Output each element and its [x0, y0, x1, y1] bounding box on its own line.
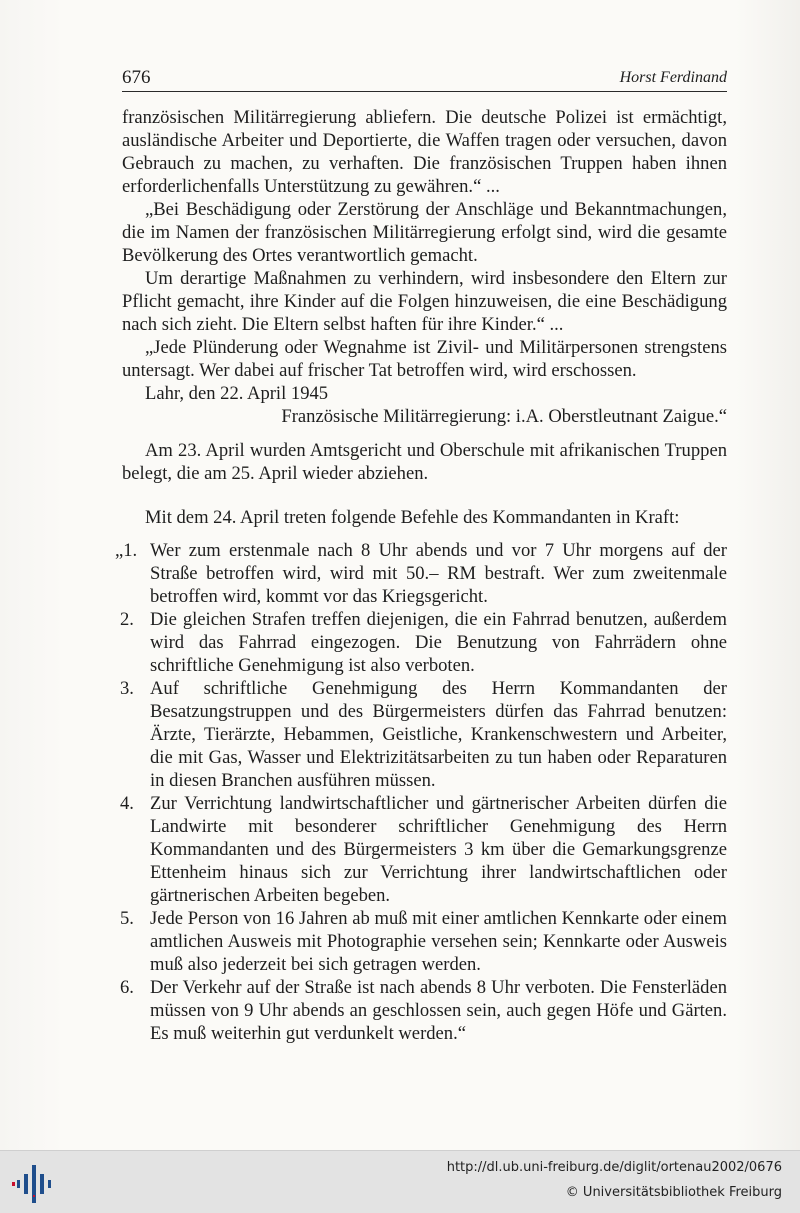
list-item	[122, 677, 727, 792]
paragraph: französischen Militärregierung abliefern. Die deutsche Polizei ist ermächtigt, ausländische Arbeiter und Deportierte, die Waffen tragen oder versuchen, davon Gebrauch zu machen, zu verhaften. Die französischen Truppen haben ihnen erforderlichenfalls Unterstützung zu gewähren.“ ...	[122, 107, 727, 197]
paragraph: „Bei Beschädigung oder Zerstörung der Anschläge und Bekanntmachungen, die im Namen der französischen Militärregierung erfolgt sind, wird die gesamte Bevölkerung des Ortes verantwortlich gemacht.	[122, 199, 727, 266]
list-item	[122, 792, 727, 907]
list-item-text: Der Verkehr auf der Straße ist nach abends 8 Uhr verboten. Die Fensterläden müssen von 9 Uhr abends an geschlossen sein, auch gegen Höfe und Gärten. Es muß weiterhin gut verdunkelt werden.“	[150, 977, 727, 1044]
list-item-number: 3.	[120, 678, 134, 699]
list-item-text: Die gleichen Strafen treffen diejenigen, die ein Fahrrad benutzen, außerdem wird das Fahrrad eingezogen. Die Benutzung von Fahrrädern ohne schriftliche Genehmigung ist also verboten.	[150, 609, 727, 676]
ub-freiburg-logo-icon[interactable]	[12, 1165, 52, 1203]
list-item	[122, 608, 727, 677]
list-item-text: Zur Verrichtung landwirtschaftlicher und gärtnerischer Arbeiten dürfen die Landwirte mit besonderer schriftlicher Genehmigung des Herrn Kommandanten und des Bürgermeisters 3 km über die Gemarkungsgrenze Ettenheim hinaus sich zur Verrichtung ihrer landwirtschaftlichen oder gärtnerischen Arbeiten begeben.	[150, 793, 727, 906]
list-item	[122, 976, 727, 1045]
copyright-notice: © Universitätsbibliothek Freiburg	[565, 1185, 782, 1200]
page-header	[122, 67, 727, 92]
list-item-number: 4.	[120, 793, 134, 814]
running-head: Horst Ferdinand	[619, 69, 727, 86]
orders-list	[115, 539, 727, 1045]
paragraph: Am 23. April wurden Amtsgericht und Oberschule mit afrikanischen Truppen belegt, die am 25. April wieder abziehen.	[122, 440, 727, 484]
permalink-link[interactable]: http://dl.ub.uni-freiburg.de/diglit/ortenau2002/0676	[446, 1160, 782, 1175]
paragraph: „Jede Plünderung oder Wegnahme ist Zivil- und Militärpersonen strengstens untersagt. Wer dabei auf frischer Tat betroffen wird, wird erschossen.	[122, 337, 727, 381]
viewer-footer	[0, 1150, 800, 1213]
paragraph: Um derartige Maßnahmen zu verhindern, wird insbesondere den Eltern zur Pflicht gemacht, ihre Kinder auf die Folgen hinzuweisen, die eine Beschädigung nach sich zieht. Die Eltern selbst haften für ihre Kinder.“ ...	[122, 268, 727, 335]
list-item	[115, 539, 727, 608]
dateline: Lahr, den 22. April 1945	[145, 383, 329, 404]
list-item-number: 2.	[120, 609, 134, 630]
paragraph: Mit dem 24. April treten folgende Befehle des Kommandanten in Kraft:	[145, 507, 680, 528]
body-text	[115, 106, 727, 1045]
list-item-text: Auf schriftliche Genehmigung des Herrn Kommandanten der Besatzungstruppen und des Bürgermeisters dürfen das Fahrrad benutzen: Ärzte, Tierärzte, Hebammen, Geistliche, Krankenschwestern und Arbeiter, die mit Gas, Wasser und Elektrizitätsarbeiten zu tun haben oder Reparaturen in diesen Branchen ausführen müssen.	[150, 678, 727, 791]
list-item	[122, 907, 727, 976]
list-item-text: Wer zum erstenmale nach 8 Uhr abends und vor 7 Uhr morgens auf der Straße betroffen wird, wird mit 50.– RM bestraft. Wer zum zweitenmale betroffen wird, kommt vor das Kriegsgericht.	[150, 540, 727, 607]
signature: Französische Militärregierung: i.A. Oberstleutnant Zaigue.“	[281, 406, 727, 427]
list-item-number: „1.	[115, 540, 138, 561]
list-item-text: Jede Person von 16 Jahren ab muß mit einer amtlichen Kennkarte oder einem amtlichen Ausweis mit Photographie versehen sein; Kennkarte oder Ausweis muß also jederzeit bei sich getragen werden.	[150, 908, 727, 975]
page-number: 676	[122, 67, 151, 88]
list-item-number: 6.	[120, 977, 134, 998]
list-item-number: 5.	[120, 908, 134, 929]
